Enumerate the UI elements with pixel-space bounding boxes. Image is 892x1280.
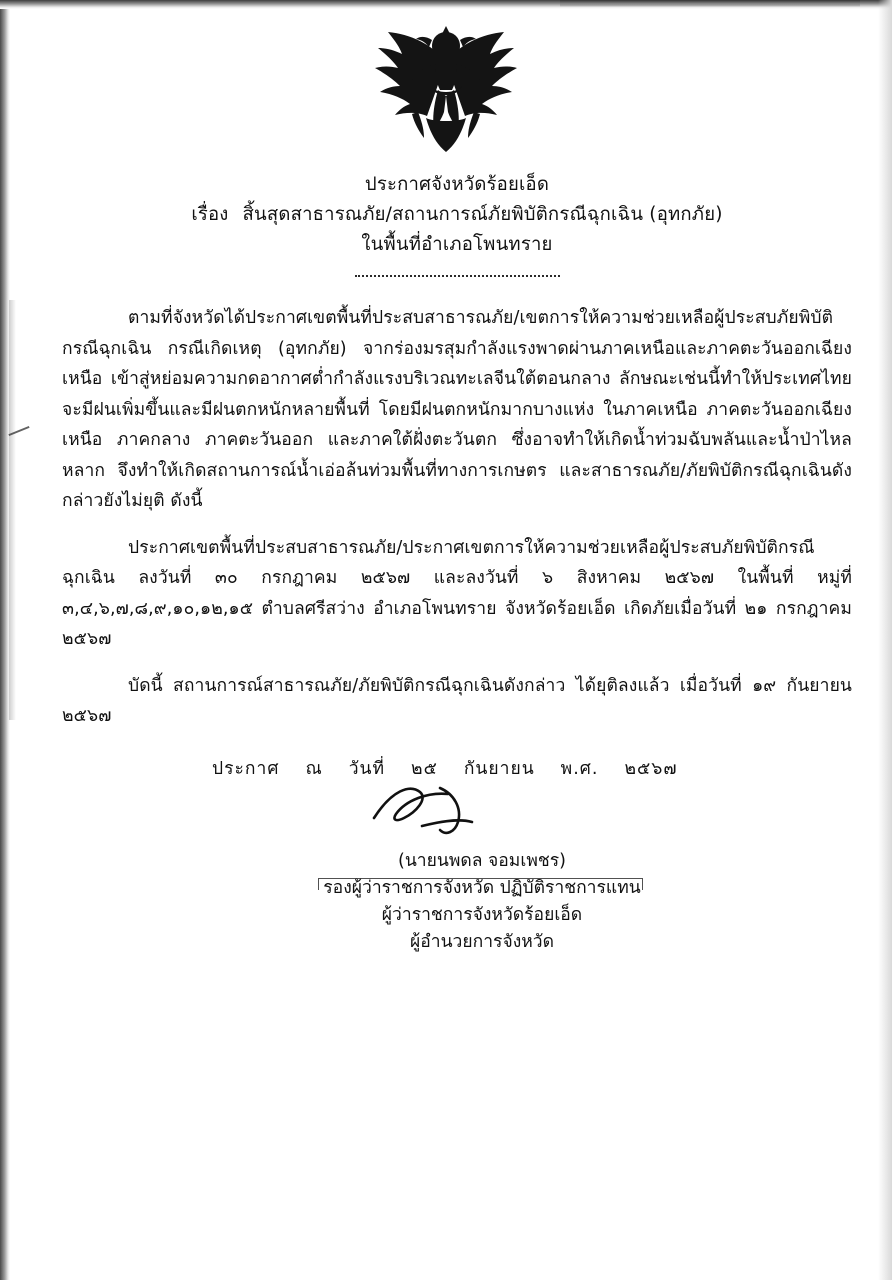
document-paragraphs: [62, 303, 852, 732]
signer-position-1-wrapper: [112, 875, 852, 902]
header-subject-line: [62, 200, 852, 230]
dotted-divider: [355, 274, 560, 277]
header-area-line: ในพื้นที่อำเภอโพนทราย: [361, 234, 553, 255]
paragraph-3: บัดนี้ สถานการณ์สาธารณภัย/ภัยพิบัติกรณีฉุกเฉินดังกล่าว ได้ยุติลงแล้ว เมื่อวันที่ ๑๙ กันยายน ๒๕๖๗: [62, 675, 852, 726]
signer-position-3: ผู้อำนวยการจังหวัด: [410, 931, 554, 952]
header-subject-label: เรื่อง: [191, 204, 229, 225]
garuda-emblem: [0, 26, 892, 156]
announce-day-value: ๒๕: [411, 758, 438, 779]
header-subject-text: สิ้นสุดสาธารณภัย/สถานการณ์ภัยพิบัติกรณีฉุกเฉิน (อุทกภัย): [242, 204, 723, 225]
document-header: [62, 170, 852, 260]
announce-word: ประกาศ: [212, 758, 280, 779]
announce-at-word: ณ: [305, 758, 323, 779]
signer-position-1-inner: [323, 875, 640, 902]
announce-year-value: ๒๕๖๗: [624, 758, 678, 779]
scan-smudge-left: [9, 300, 16, 720]
signature-block: [62, 848, 852, 956]
paragraph-2: ประกาศเขตพื้นที่ประสบสาธารณภัย/ประกาศเขตการให้ความช่วยเหลือผู้ประสบภัยพิบัติกรณีฉุกเฉิน ลงวันที่ ๓๐ กรกฎาคม ๒๕๖๗ และลงวันที่ ๖ สิงหาคม ๒๕๖๗ ในพื้นที่ หมู่ที่ ๓,๔,๖,๗,๘,๙,๑๐,๑๒,๑๕ ตำบลศรีสว่าง อำเภอโพนทราย จังหวัดร้อยเอ็ด เกิดภัยเมื่อวันที่ ๒๑ กรกฎาคม ๒๕๖๗: [62, 537, 852, 649]
scan-smudge-top-right: [560, 0, 860, 7]
signer-position-1: รองผู้ว่าราชการจังหวัด ปฏิบัติราชการแทน: [323, 877, 641, 898]
paragraph-1: ตามที่จังหวัดได้ประกาศเขตพื้นที่ประสบสาธารณภัย/เขตการให้ความช่วยเหลือผู้ประสบภัยพิบัติกรณีฉุกเฉิน กรณีเกิดเหตุ (อุทกภัย) จากร่องมรสุมกำลังแรงพาดผ่านภาคเหนือและภาคตะวันออกเฉียงเหนือ เข้าสู่หย่อมความกดอากาศต่ำกำลังแรงบริเวณทะเลจีนใต้ตอนกลาง ลักษณะเช่นนี้ทำให้ประเทศไทยจะมีฝนเพิ่มขึ้นและมีฝนตกหนักหลายพื้นที่ โดยมีฝนตกหนักมากบางแห่ง ในภาคเหนือ ภาคตะวันออกเฉียงเหนือ ภาคกลาง ภาคตะวันออก และภาคใต้ฝั่งตะวันตก ซึ่งอาจทำให้เกิดน้ำท่วมฉับพลันและน้ำป่าไหลหลาก จึงทำให้เกิดสถานการณ์น้ำเอ่อล้นท่วมพื้นที่ทางการเกษตร และสาธารณภัย/ภัยพิบัติกรณีฉุกเฉินดังกล่าวยังไม่ยุติ ดังนี้: [62, 308, 852, 511]
announce-year-prefix: พ.ศ.: [560, 758, 599, 779]
handwritten-signature: [62, 782, 852, 848]
signer-name: (นายนพดล จอมเพชร): [398, 850, 566, 871]
document-body: [62, 170, 852, 956]
header-title: ประกาศจังหวัดร้อยเอ็ด: [364, 174, 550, 195]
scan-shadow-right: [878, 0, 892, 1280]
announce-day-word: วันที่: [348, 758, 386, 779]
signer-position-2: ผู้ว่าราชการจังหวัดร้อยเอ็ด: [381, 904, 583, 925]
announce-month: กันยายน: [463, 758, 535, 779]
pen-mark-bracket: [318, 878, 642, 890]
